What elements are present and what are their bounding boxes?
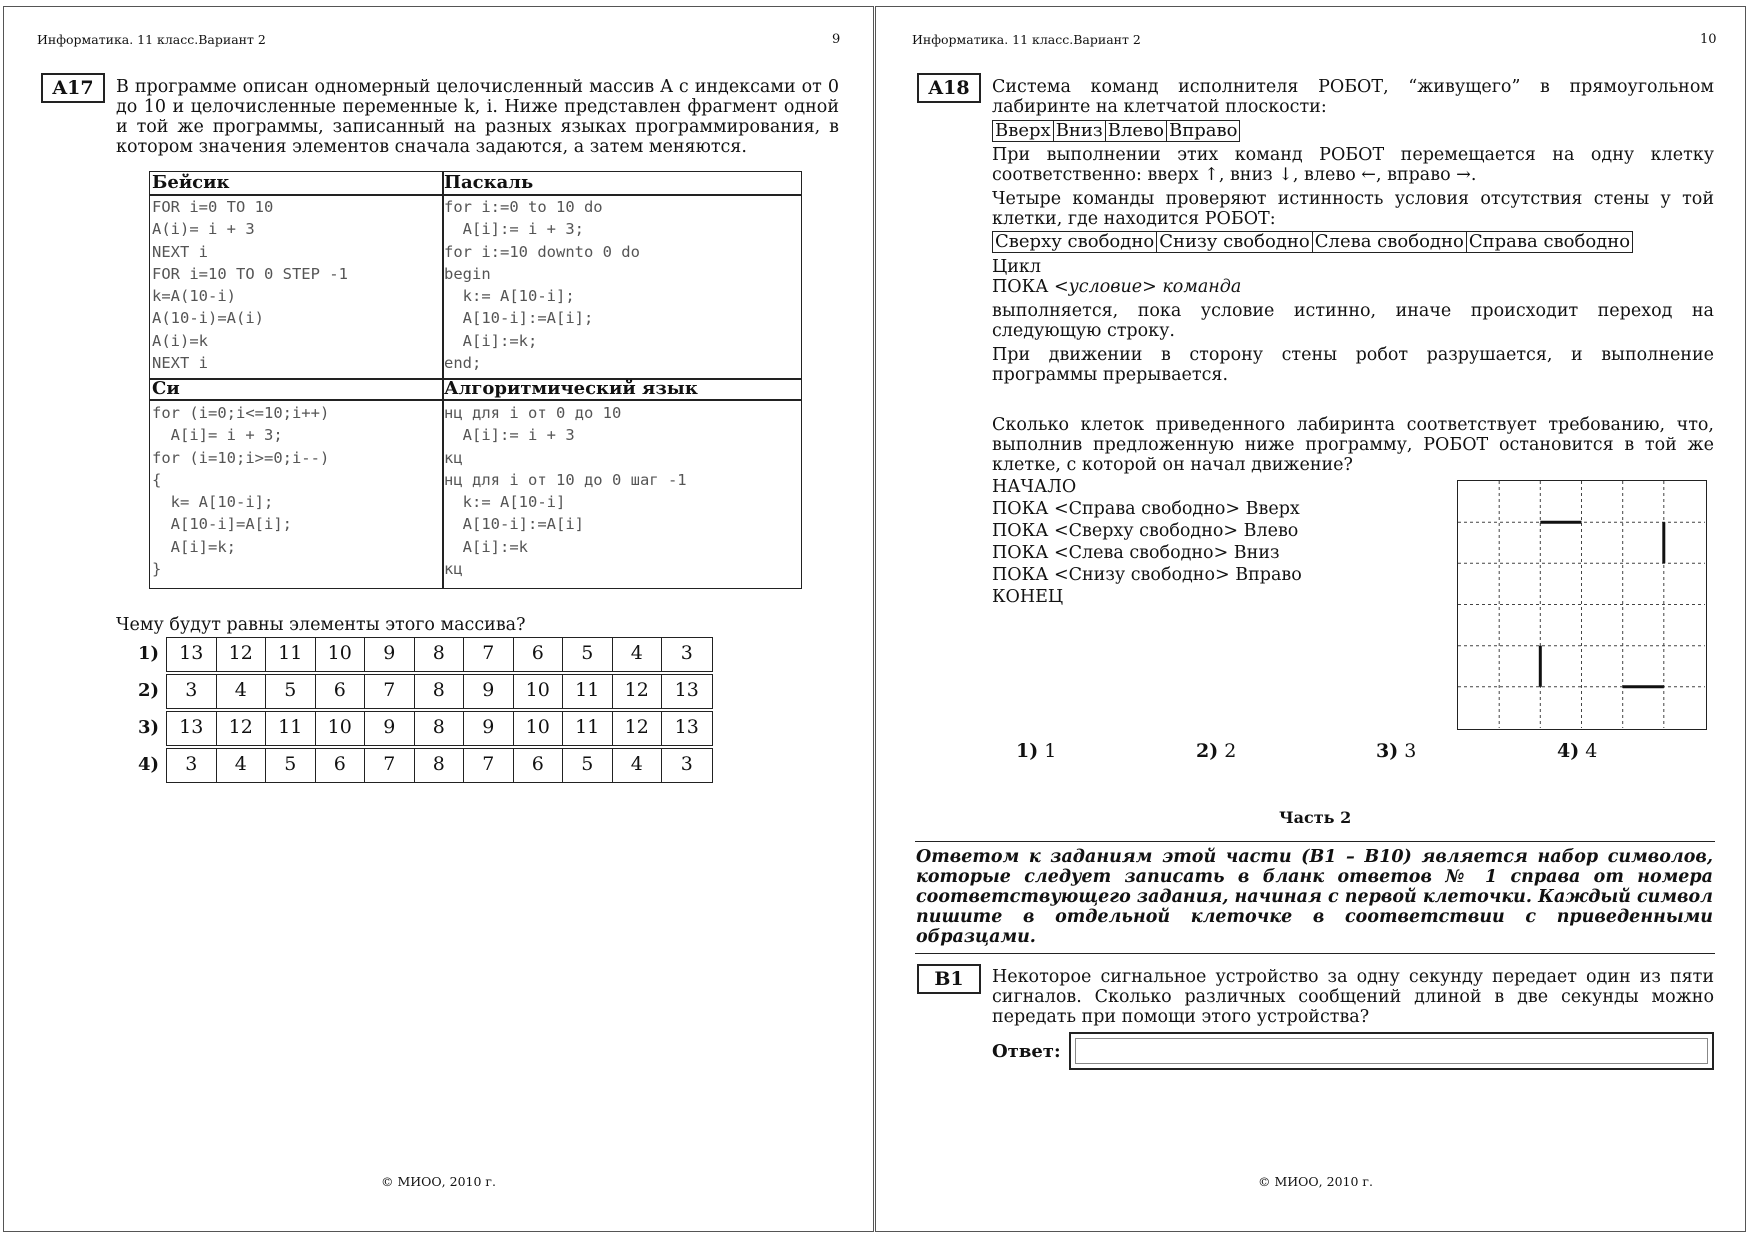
answer-cell: 11 bbox=[563, 712, 613, 745]
answer-cell: 4 bbox=[217, 675, 267, 708]
code-cell-basic bbox=[150, 172, 442, 378]
answer-cell: 3 bbox=[680, 753, 693, 775]
move-commands bbox=[992, 120, 1240, 142]
answer-option-label: 2) bbox=[138, 680, 160, 701]
answer-option-row bbox=[166, 748, 713, 783]
maze-gridlines bbox=[1458, 481, 1705, 728]
program-line: ПОКА <Слева свободно> Вниз bbox=[992, 543, 1280, 563]
answer-cell: 10 bbox=[316, 712, 366, 745]
check-left-free: Слева свободно bbox=[1313, 232, 1467, 252]
answer-cell: 8 bbox=[415, 638, 465, 671]
task-a18-question: Сколько клеток приведенного лабиринта соответствует требованию, что, выполнив предложенную ниже программу, РОБОТ остановится в той же клетке, с которой он начал движение? bbox=[992, 415, 1714, 475]
command-right: Вправо bbox=[1169, 120, 1238, 141]
a18-choice-3: 3) 3 bbox=[1376, 740, 1417, 762]
command-left: Влево bbox=[1106, 121, 1167, 141]
answer-cell: 13 bbox=[674, 716, 699, 738]
program-line: НАЧАЛО bbox=[992, 477, 1077, 497]
task-b1-number: B1 bbox=[917, 964, 981, 994]
task-b1-text: Некоторое сигнальное устройство за одну секунду передает один из пяти сигналов. Сколько различных сообщений длиной в две секунды можно передать при помощи этого устройства? bbox=[992, 967, 1714, 1027]
code-pascal: for i:=0 to 10 do A[i]:= i + 3; for i:=10 downto 0 do begin k:= A[10-i]; A[10-i]:=A[i]; A[i]:=k; end; bbox=[444, 198, 640, 373]
answer-cell: 9 bbox=[365, 712, 415, 745]
code-title-pascal: Паскаль bbox=[444, 172, 534, 193]
answer-cell: 3 bbox=[167, 675, 217, 708]
program-line: ПОКА <Справа свободно> Вверх bbox=[992, 499, 1300, 519]
check-top-free: Сверху свободно bbox=[993, 232, 1157, 252]
a18-choice-1: 1) 1 bbox=[1016, 740, 1057, 762]
answer-cell: 8 bbox=[415, 712, 465, 745]
task-a17-text: В программе описан одномерный целочисленный массив A с индексами от 0 до 10 и целочисленные переменные k, i. Ниже представлен фрагмент одной и той же программы, записанный на разных языках программирования, в котором значения элементов сначала задаются, а затем меняются. bbox=[116, 77, 839, 157]
program-line: ПОКА <Сверху свободно> Влево bbox=[992, 521, 1299, 541]
answer-cell: 10 bbox=[514, 675, 564, 708]
code-title-c: Си bbox=[152, 378, 180, 399]
answer-cell: 6 bbox=[316, 749, 366, 782]
answer-label: Ответ: bbox=[992, 1041, 1061, 1062]
loop-description bbox=[992, 257, 1241, 297]
answer-cell: 6 bbox=[514, 749, 564, 782]
crash-description: При движении в сторону стены робот разрушается, и выполнение программы прерывается. bbox=[992, 345, 1714, 385]
moves-description: При выполнении этих команд РОБОТ перемещается на одну клетку соответственно: вверх ↑, вниз ↓, влево ←, вправо →. bbox=[992, 145, 1714, 185]
answer-cell: 10 bbox=[316, 638, 366, 671]
answer-cell: 7 bbox=[464, 638, 514, 671]
left-page-number: 9 bbox=[832, 32, 841, 47]
command-up: Вверх bbox=[993, 121, 1054, 141]
answer-cell: 9 bbox=[464, 712, 514, 745]
loop-explanation: выполняется, пока условие истинно, иначе происходит переход на следующую строку. bbox=[992, 301, 1714, 341]
code-cell-pascal bbox=[442, 172, 802, 378]
answer-cell: 5 bbox=[266, 749, 316, 782]
divider bbox=[915, 953, 1715, 954]
answer-cell: 12 bbox=[217, 638, 267, 671]
code-c: for (i=0;i<=10;i++) A[i]= i + 3; for (i=10;i>=0;i--) { k= A[10-i]; A[10-i]=A[i]; A[i]=k; } bbox=[152, 404, 330, 579]
answer-cell: 5 bbox=[563, 749, 613, 782]
answer-option-label: 3) bbox=[138, 717, 160, 738]
loop-title: Цикл bbox=[992, 257, 1041, 277]
answer-cell: 8 bbox=[415, 675, 465, 708]
checks-description: Четыре команды проверяют истинность условия отсутствия стены у той клетки, где находится РОБОТ: bbox=[992, 189, 1714, 229]
left-page-header: Информатика. 11 класс.Вариант 2 bbox=[37, 32, 266, 47]
answer-cell: 9 bbox=[464, 675, 514, 708]
maze-diagram bbox=[1457, 480, 1707, 730]
answer-cell: 7 bbox=[464, 749, 514, 782]
answer-option-row bbox=[166, 674, 713, 709]
answer-cell: 5 bbox=[563, 638, 613, 671]
right-page-header: Информатика. 11 класс.Вариант 2 bbox=[912, 32, 1141, 47]
check-right-free: Справа свободно bbox=[1468, 231, 1631, 252]
left-page-footer: © МИОО, 2010 г. bbox=[381, 1174, 496, 1189]
command-down: Вниз bbox=[1054, 121, 1106, 141]
task-a17-question: Чему будут равны элементы этого массива? bbox=[116, 615, 526, 635]
code-cell-algo bbox=[442, 378, 802, 589]
check-commands bbox=[992, 231, 1633, 253]
code-title-basic: Бейсик bbox=[152, 172, 230, 193]
loop-syntax: ПОКА <условие> команда bbox=[992, 277, 1242, 297]
answer-cell: 12 bbox=[217, 712, 267, 745]
code-title-algo: Алгоритмический язык bbox=[444, 378, 698, 399]
right-page-footer: © МИОО, 2010 г. bbox=[1258, 1174, 1373, 1189]
answer-cell: 6 bbox=[316, 675, 366, 708]
task-a18-number: A18 bbox=[917, 73, 981, 103]
code-algo: нц для i от 0 до 10 A[i]:= i + 3 кц нц для i от 10 до 0 шаг -1 k:= A[10-i] A[10-i]:=A[i] A[i]:=k кц bbox=[444, 404, 687, 579]
part2-title: Часть 2 bbox=[1279, 808, 1352, 827]
part2-instructions: Ответом к заданиям этой части (В1 – В10) является набор символов, которые следует записать в бланк ответов № 1 справа от номера соответствующего задания, начиная с первой клеточки. Каждый символ пишите в отдельной клеточке в соответствии с приведенными образцами. bbox=[916, 847, 1713, 947]
a18-choice-4: 4) 4 bbox=[1557, 740, 1598, 762]
answer-cell: 7 bbox=[365, 675, 415, 708]
check-bottom-free: Снизу свободно bbox=[1157, 232, 1313, 252]
answer-cell: 11 bbox=[266, 712, 316, 745]
answer-cell: 12 bbox=[613, 712, 663, 745]
answer-cell: 11 bbox=[563, 675, 613, 708]
answer-cell: 10 bbox=[514, 712, 564, 745]
code-cell-c bbox=[150, 378, 442, 589]
answer-cell: 13 bbox=[167, 712, 217, 745]
answer-option-label: 4) bbox=[138, 754, 160, 775]
answer-cell: 6 bbox=[514, 638, 564, 671]
program-line: ПОКА <Снизу свободно> Вправо bbox=[992, 565, 1302, 585]
answer-cell: 7 bbox=[365, 749, 415, 782]
answer-cell: 3 bbox=[167, 749, 217, 782]
answer-option-label: 1) bbox=[138, 643, 160, 664]
answer-option-row bbox=[166, 711, 713, 746]
robot-program bbox=[992, 476, 1302, 608]
answer-cell: 13 bbox=[674, 679, 699, 701]
task-a18-intro: Система команд исполнителя РОБОТ, “живущего” в прямоугольном лабиринте на клетчатой плоскости: bbox=[992, 77, 1714, 117]
a18-choice-2: 2) 2 bbox=[1196, 740, 1237, 762]
answer-input[interactable] bbox=[1069, 1032, 1714, 1070]
answer-cell: 4 bbox=[217, 749, 267, 782]
answer-cell: 4 bbox=[613, 749, 663, 782]
answer-cell: 4 bbox=[613, 638, 663, 671]
right-page-number: 10 bbox=[1700, 32, 1717, 47]
code-basic: FOR i=0 TO 10 A(i)= i + 3 NEXT i FOR i=10 TO 0 STEP -1 k=A(10-i) A(10-i)=A(i) A(i)=k NEXT i bbox=[152, 198, 348, 373]
answer-cell: 3 bbox=[680, 642, 693, 664]
answer-cell: 11 bbox=[266, 638, 316, 671]
code-table bbox=[149, 171, 802, 589]
answer-cell: 9 bbox=[365, 638, 415, 671]
divider bbox=[915, 841, 1715, 842]
answer-cell: 5 bbox=[266, 675, 316, 708]
answer-cell: 8 bbox=[415, 749, 465, 782]
answer-cell: 12 bbox=[613, 675, 663, 708]
task-a17-number: A17 bbox=[41, 73, 105, 103]
maze-grid bbox=[1458, 481, 1705, 728]
answer-option-row bbox=[166, 637, 713, 672]
answer-cell: 13 bbox=[167, 638, 217, 671]
program-line: КОНЕЦ bbox=[992, 587, 1064, 607]
